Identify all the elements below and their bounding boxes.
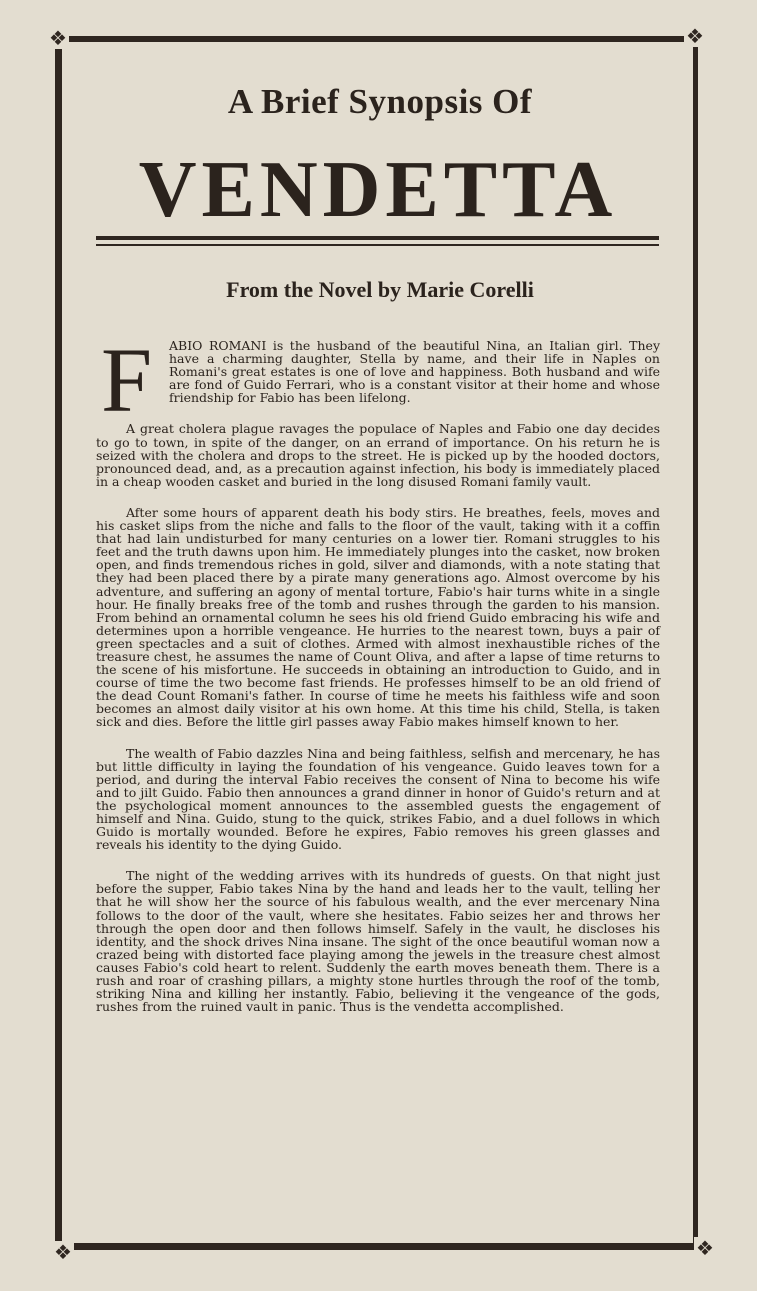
synopsis-body — [96, 339, 660, 1031]
story-paragraph: The wealth of Fabio dazzles Nina and being faithless, selfish and mercenary, he has but little difficulty in laying the foundation of his vengeance. Guido leaves town for a period, and during the interval Fabio receives the consent of Nina to become his wife and to jilt Guido. Fabio then announces a grand dinner in honor of Guido's return and at the psychological moment announces to the assembled guests the engagement of himself and Nina. Guido, stung to the quick, strikes Fabio, and a duel follows in which Guido is mortally wounded. Before he expires, Fabio removes his green glasses and reveals his identity to the dying Guido. — [96, 745, 660, 853]
corner-ornament-icon: ❖ — [684, 25, 706, 47]
title-rule-thin — [96, 244, 659, 246]
drop-cap: F — [101, 329, 153, 431]
story-paragraph: The night of the wedding arrives with its hundreds of guests. On that night just before the supper, Fabio takes Nina by the hand and leads her to the vault, telling her that he will show her the source of his fabulous wealth, and the ever mercenary Nina follows to the door of the vault, where she hesitates. Fabio seizes her and throws her through the open door and then follows himself. Safely in the vault, he discloses his identity, and the shock drives Nina insane. The sight of the once beautiful woman now a crazed being with distorted face playing among the jewels in the treasure chest almost causes Fabio's cold heart to relent. Suddenly the earth moves beneath them. There is a rush and roar of crashing pillars, a mighty stone hurtles through the roof of the tomb, striking Nina and killing her instantly. Fabio, believing it the vengeance of the gods, rushes from the ruined vault in panic. Thus is the vendetta accomplished. — [96, 868, 660, 1015]
page-title: VENDETTA — [138, 146, 618, 234]
corner-ornament-icon: ❖ — [52, 1241, 74, 1263]
author-byline: From the Novel by Marie Corelli — [226, 277, 534, 302]
story-paragraph: After some hours of apparent death his body stirs. He breathes, feels, moves and his casket slips from the niche and falls to the floor of the vault, taking with it a coffin that had lain undisturbed for many centuries on a lower tier. Romani struggles to his feet and the truth dawns upon him. He immediately plunges into the casket, now broken open, and finds tremendous riches in gold, silver and diamonds, with a note stating that they had been placed there by a pirate many generations ago. Almost overcome by his adventure, and suffering an agony of mental torture, Fabio's hair turns white in a single hour. He finally breaks free of the tomb and rushes through the garden to his mansion. From behind an ornamental column he sees his old friend Guido embracing his wife and determines upon a horrible vengeance. He hurries to the nearest town, buys a pair of green spectacles and a suit of clothes. Armed with almost inexhaustible riches of the treasure chest, he assumes the name of Count Oliva, and after a lapse of time returns to the scene of his misfortune. He succeeds in obtaining an introduction to Guido, and in course of time the two become fast friends. He professes himself to be an old friend of the dead Count Romani's father. In course of time he meets his faithless wife and soon becomes an almost daily visitor at his own home. At this time his child, Stella, is taken sick and dies. Before the little girl passes away Fabio makes himself known to her. — [96, 504, 660, 730]
corner-ornament-icon: ❖ — [694, 1237, 716, 1259]
story-paragraph: ABIO ROMANI is the husband of the beautiful Nina, an Italian girl. They have a charming daughter, Stella by name, and their life in Naples on Romani's great estates is one of love and happiness. Both husband and wife are fond of Guido Ferrari, who is a constant visitor at their home and whose friendship for Fabio has been lifelong. — [169, 338, 660, 406]
title-rule-thick — [96, 236, 659, 240]
story-paragraph: A great cholera plague ravages the populace of Naples and Fabio one day decides to go to town, in spite of the danger, on an errand of importance. On his return he is seized with the cholera and drops to the street. He is picked up by the hooded doctors, pronounced dead, and, as a precaution against infection, his body is immediately placed in a cheap wooden casket and buried in the long disused Romani family vault. — [96, 421, 660, 489]
synopsis-heading: A Brief Synopsis Of — [227, 82, 533, 121]
corner-ornament-icon: ❖ — [47, 27, 69, 49]
